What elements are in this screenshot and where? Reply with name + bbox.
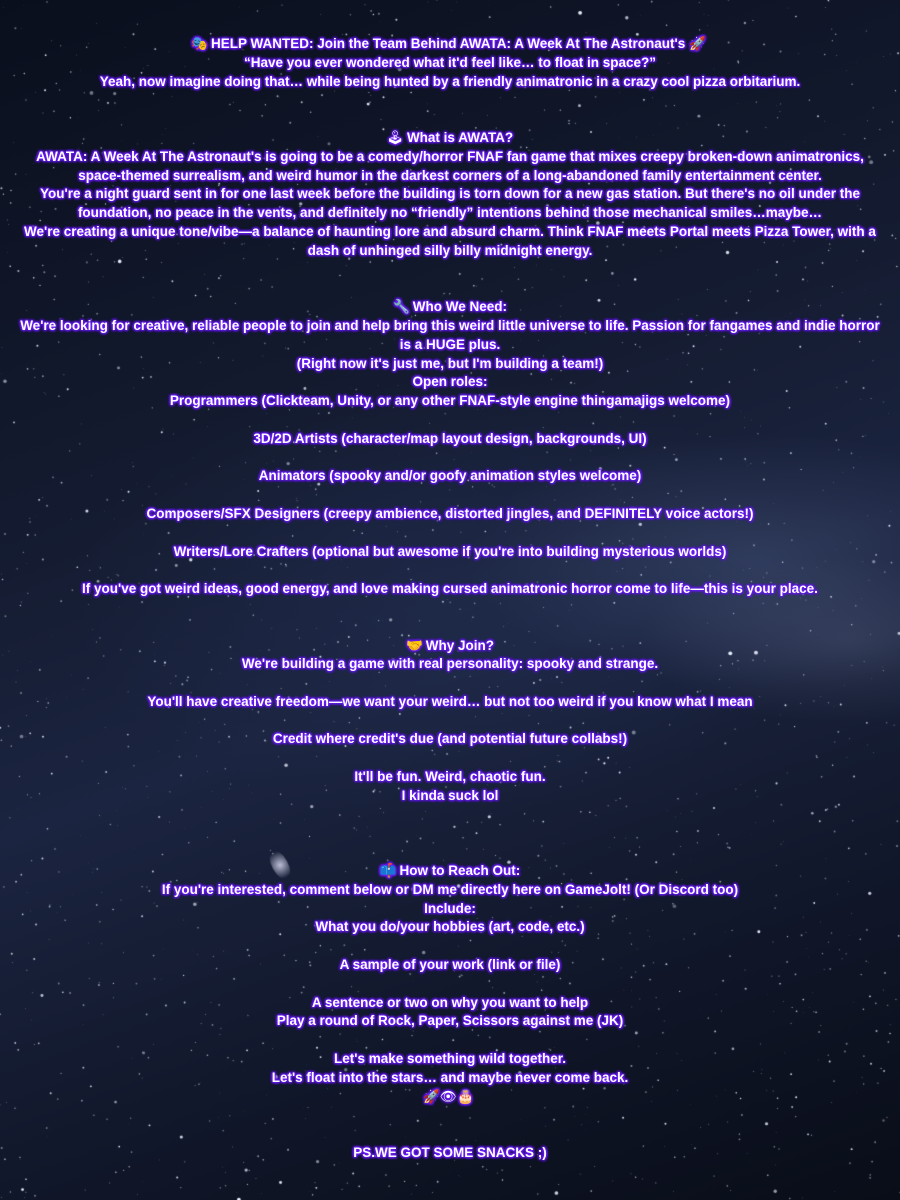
list-item: Programmers (Clickteam, Unity, or any other FNAF-style engine thingamajigs welcome) <box>169 393 731 409</box>
why-heading-text: Why Join? <box>425 637 495 653</box>
need-heading-text: Who We Need: <box>412 299 508 315</box>
list-item: A sample of your work (link or file) <box>339 957 561 973</box>
post-body <box>0 35 900 1163</box>
list-item: 3D/2D Artists (character/map layout design, backgrounds, UI) <box>253 430 647 446</box>
list-item: Writers/Lore Crafters (optional but awesome if you're into building mysterious worlds) <box>173 543 727 559</box>
what-paragraph-2: You're a night guard sent in for one last week before the building is torn down for a new gas station. But there's no oil under the foundation, no peace in the vents, and definitely no “friendly” intentions behind those mechanical smiles…maybe… <box>40 186 860 221</box>
list-item: A sentence or two on why you want to help <box>311 994 589 1010</box>
include-label: Include: <box>424 900 476 916</box>
list-item: Credit where credit's due (and potential future collabs!) <box>272 731 628 747</box>
rocket-eye-cake-icons: 🚀👁🎂 <box>423 1088 474 1104</box>
closing-line-1: Let's make something wild together. <box>333 1051 566 1067</box>
closing-line-2: Let's float into the stars… and maybe never come back. <box>271 1069 629 1085</box>
section-heading-reach <box>0 862 900 881</box>
title-line <box>0 35 900 54</box>
reach-extra: Play a round of Rock, Paper, Scissors against me (JK) <box>276 1013 624 1029</box>
joystick-icon: 🕹 <box>386 129 404 145</box>
need-paragraph-1: We're looking for creative, reliable people to join and help bring this weird little universe to life. Passion for fangames and indie horror is a HUGE plus. <box>20 317 880 352</box>
theater-masks-icon: 🎭 <box>191 36 208 51</box>
section-heading-what <box>0 129 900 148</box>
list-item: You'll have creative freedom—we want your weird… but not too weird if you know what I mean <box>147 693 753 709</box>
need-paragraph-2: (Right now it's just me, but I'm building a team!) <box>296 355 604 371</box>
reach-paragraph: If you're interested, comment below or DM me directly here on GameJolt! (Or Discord too) <box>161 881 739 897</box>
why-fun: It'll be fun. Weird, chaotic fun. <box>354 769 546 785</box>
what-heading-text: What is AWATA? <box>406 129 514 145</box>
wrench-icon: 🔧 <box>392 299 410 315</box>
section-heading-need <box>0 298 900 317</box>
why-fun-2: I kinda suck lol <box>401 787 499 803</box>
list-item: What you do/your hobbies (art, code, etc.) <box>315 919 585 935</box>
section-heading-why <box>0 637 900 656</box>
tagline-2: Yeah, now imagine doing that… while being hunted by a friendly animatronic in a crazy cool pizza orbitarium. <box>99 73 801 89</box>
list-item: We're building a game with real personality: spooky and strange. <box>241 656 659 672</box>
ps-note: PS.WE GOT SOME SNACKS ;) <box>353 1145 547 1161</box>
what-paragraph-3: We're creating a unique tone/vibe—a balance of haunting lore and absurd charm. Think FNAF meets Portal meets Pizza Tower, with a dash of unhinged silly billy midnight energy. <box>24 223 876 258</box>
mailbox-icon: 📫 <box>379 863 397 879</box>
handshake-icon: 🤝 <box>405 637 423 653</box>
list-item: Composers/SFX Designers (creepy ambience, distorted jingles, and DEFINITELY voice actors!) <box>146 505 754 521</box>
page-title: HELP WANTED: Join the Team Behind AWATA: A Week At The Astronaut's <box>210 36 686 51</box>
what-paragraph-1: AWATA: A Week At The Astronaut's is going to be a comedy/horror FNAF fan game that mixes creepy broken-down animatronics, space-themed surrealism, and weird humor in the darkest corners of a long-abandoned family entertainment center. <box>36 148 864 183</box>
roles-label: Open roles: <box>412 374 488 390</box>
list-item: Animators (spooky and/or goofy animation styles welcome) <box>258 468 642 484</box>
reach-heading-text: How to Reach Out: <box>399 863 521 879</box>
tagline: “Have you ever wondered what it'd feel like… to float in space?” <box>243 54 657 70</box>
rocket-icon: 🚀 <box>689 36 706 51</box>
need-closing: If you've got weird ideas, good energy, and love making cursed animatronic horror come to life—this is your place. <box>82 581 818 597</box>
